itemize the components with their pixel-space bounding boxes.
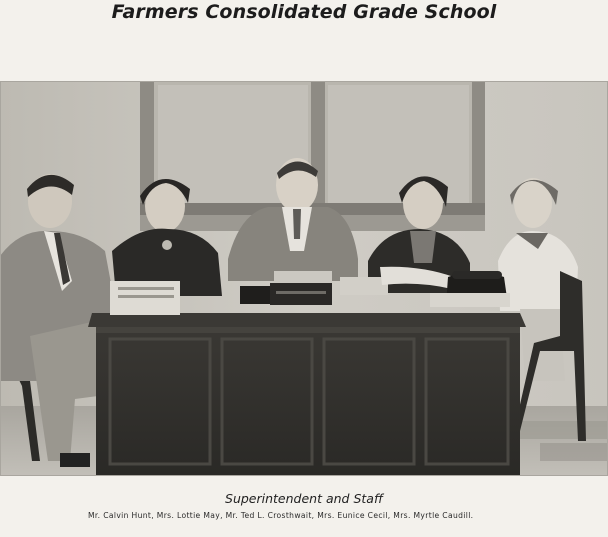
caption-heading: Superintendent and Staff xyxy=(225,491,383,506)
staff-photograph xyxy=(0,81,608,476)
page-title: Farmers Consolidated Grade School xyxy=(111,1,497,23)
caption-names: Mr. Calvin Hunt, Mrs. Lottie May, Mr. Ted L. Crosthwait, Mrs. Eunice Cecil, Mrs. Myrtle Caudill. xyxy=(88,511,474,520)
